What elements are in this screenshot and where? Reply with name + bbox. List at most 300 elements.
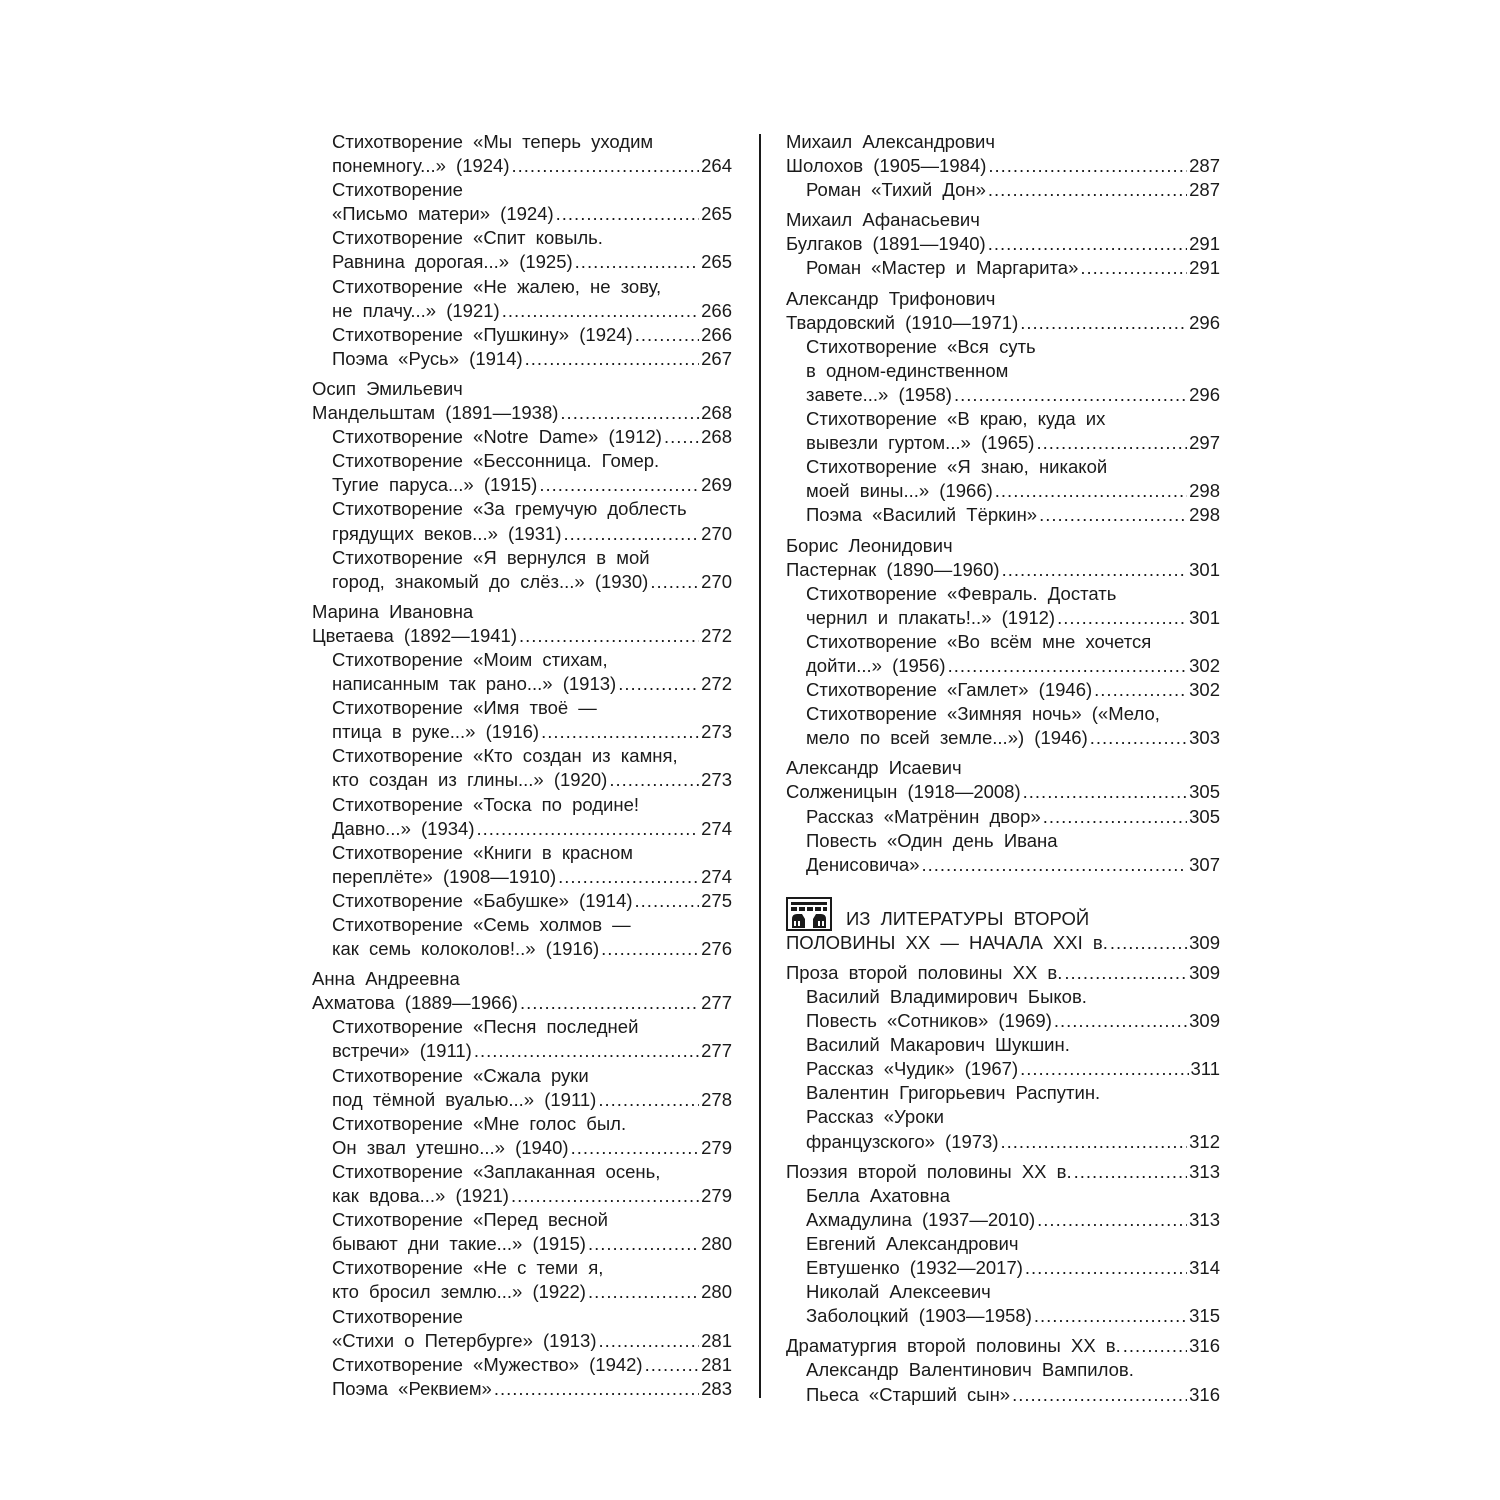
toc-group (786, 961, 1220, 1154)
toc-entry-line-text: птица в руке...» (1916) (332, 721, 540, 743)
section-heading (786, 883, 1220, 931)
toc-entry-line (312, 865, 732, 889)
dot-leader (1002, 558, 1188, 582)
author-heading-line (786, 311, 1220, 335)
toc-entry-line-text: Давно...» (1934) (332, 817, 475, 839)
dot-leader (502, 299, 699, 323)
dot-leader (1064, 961, 1187, 985)
toc-entry-line (312, 720, 732, 744)
toc-entry-line-text: кто создан из глины...» (1920) (332, 769, 608, 791)
toc-entry-line-text: Тугие паруса...» (1915) (332, 474, 538, 496)
dot-leader (1036, 431, 1187, 455)
dot-leader (618, 672, 699, 696)
toc-entry-line (786, 1208, 1220, 1232)
author-heading-line-text: Солженицын (1918—2008) (786, 781, 1021, 803)
toc-entry-line-text: как семь колоколов!..» (1916) (332, 938, 600, 960)
author-heading-line-text: Твардовский (1910—1971) (786, 311, 1019, 333)
page-number: 273 (701, 721, 732, 743)
toc-entry-line (786, 407, 1220, 431)
page-number: 301 (1189, 606, 1220, 628)
page-number: 302 (1189, 679, 1220, 701)
dot-leader (645, 1353, 700, 1377)
author-heading-line (786, 287, 1220, 311)
page-number: 270 (701, 570, 732, 592)
toc-entry-line-text: Стихотворение «Заплаканная осень, (332, 1160, 661, 1182)
dot-leader (575, 250, 699, 274)
toc-entry-line-text: Заболоцкий (1903—1958) (806, 1305, 1032, 1327)
author-heading-line (786, 154, 1220, 178)
dot-leader (556, 202, 699, 226)
dot-leader (954, 383, 1187, 407)
toc-entry-line (312, 154, 732, 178)
dot-leader (1094, 678, 1187, 702)
toc-left-column (312, 130, 732, 1407)
toc-entry-line (312, 1064, 732, 1088)
dot-leader (609, 768, 699, 792)
toc-entry-line-text: Стихотворение «Перед весной (332, 1209, 609, 1231)
page-number: 302 (1189, 654, 1220, 676)
dot-leader (541, 720, 699, 744)
page-number: 305 (1189, 781, 1220, 803)
toc-entry-line (786, 1304, 1220, 1328)
author-heading-line-text: Михаил Александрович (786, 131, 995, 152)
author-heading-line-text: Александр Трифонович (786, 287, 996, 309)
dot-leader (1057, 606, 1187, 630)
dot-leader (520, 991, 699, 1015)
toc-entry-line-text: Стихотворение «Кто создан из камня, (332, 745, 678, 767)
page-number: 313 (1189, 1160, 1220, 1182)
page-number: 287 (1189, 179, 1220, 201)
page-number: 309 (1189, 931, 1220, 953)
toc-entry-line (786, 1358, 1220, 1382)
page-number: 266 (701, 299, 732, 321)
dot-leader (988, 232, 1187, 256)
toc-entry-line-text: написанным так рано...» (1913) (332, 673, 617, 695)
section-title-line: ИЗ ЛИТЕРАТУРЫ ВТОРОЙ (846, 907, 1090, 929)
dot-leader (1043, 805, 1187, 829)
toc-entry-line (312, 473, 732, 497)
toc-entry-line (312, 130, 732, 154)
toc-entry-line (312, 1256, 732, 1280)
toc-entry-line-text: Стихотворение «Песня последней (332, 1016, 639, 1038)
dot-leader (511, 1184, 699, 1208)
page-number: 311 (1190, 1058, 1220, 1080)
toc-entry-line (312, 275, 732, 299)
toc-entry-line (312, 1088, 732, 1112)
toc-entry-line-text: Стихотворение «Книги в красном (332, 841, 633, 863)
toc-entry-line (312, 1112, 732, 1136)
page-number: 270 (701, 522, 732, 544)
dot-leader (988, 178, 1187, 202)
toc-entry-line-text: Стихотворение «Моим стихам, (332, 648, 608, 670)
toc-entry-line (786, 1280, 1220, 1304)
dot-leader (1023, 780, 1187, 804)
toc-entry-line (312, 570, 732, 594)
dot-leader (474, 1039, 699, 1063)
toc-entry-line-text: Стихотворение «Я вернулся в мой (332, 546, 650, 568)
author-heading-line-text: Ахматова (1889—1966) (312, 992, 518, 1014)
page-number: 283 (701, 1377, 732, 1399)
author-heading-line (786, 558, 1220, 582)
dot-leader (988, 154, 1187, 178)
toc-entry-line-text: в одном-единственном (806, 359, 1009, 381)
toc-entry-line-text: Стихотворение «Тоска по родине! (332, 793, 640, 815)
dot-leader (995, 479, 1187, 503)
page-number: 298 (1189, 480, 1220, 502)
toc-entry-line-text: чернил и плакать!..» (1912) (806, 606, 1056, 628)
toc-entry-line-text: Стихотворение «Я знаю, никакой (806, 456, 1108, 478)
author-heading-line-text: Анна Андреевна (312, 968, 460, 990)
toc-entry-line-text: под тёмной вуалью...» (1911) (332, 1088, 597, 1110)
page-number: 272 (701, 673, 732, 695)
author-heading-line-text: Михаил Афанасьевич (786, 209, 980, 231)
author-heading-line (312, 991, 732, 1015)
dot-leader (1090, 726, 1187, 750)
toc-entry-line-text: дойти...» (1956) (806, 654, 946, 676)
author-heading-line-text: Проза второй половины XX в. (786, 961, 1063, 983)
toc-entry-line-text: Стихотворение «За гремучую доблесть (332, 498, 687, 520)
page-number: 281 (701, 1329, 732, 1351)
dot-leader (1080, 256, 1187, 280)
toc-entry-line-text: Стихотворение (332, 179, 463, 201)
author-heading-line-text: Марина Ивановна (312, 600, 474, 622)
toc-group (786, 1334, 1220, 1406)
toc-entry-line-text: Рассказ «Уроки (806, 1106, 944, 1128)
author-heading-line (786, 130, 1220, 154)
toc-entry-line (312, 793, 732, 817)
typewriter-icon (786, 897, 832, 931)
toc-entry-line-text: Поэма «Василий Тёркин» (806, 504, 1038, 526)
toc-entry-line (312, 913, 732, 937)
author-heading-line (786, 756, 1220, 780)
toc-entry-line-text: Стихотворение «Гамлет» (1946) (806, 679, 1093, 701)
toc-entry-line (312, 744, 732, 768)
toc-entry-line (786, 654, 1220, 678)
author-heading-line-text: Цветаева (1892—1941) (312, 624, 518, 646)
page-number: 301 (1189, 558, 1220, 580)
toc-entry-line-text: Повесть «Сотников» (1969) (806, 1010, 1052, 1032)
author-heading-line-text: Поэзия второй половины XX в. (786, 1160, 1072, 1182)
toc-entry-line (312, 226, 732, 250)
page-number: 267 (701, 347, 732, 369)
toc-entry-line (312, 250, 732, 274)
page-number: 264 (701, 155, 732, 177)
toc-entry-line (312, 817, 732, 841)
toc-entry-line-text: Стихотворение «Мы теперь уходим (332, 131, 654, 152)
toc-entry-line (312, 1015, 732, 1039)
toc-entry-line-text: Николай Алексеевич (806, 1281, 991, 1303)
toc-entry-line (786, 256, 1220, 280)
toc-entry-line-text: Василий Владимирович Быков. (806, 986, 1087, 1007)
dot-leader (1039, 503, 1187, 527)
author-heading-line (312, 377, 732, 401)
toc-entry-line-text: Стихотворение «Февраль. Достать (806, 582, 1117, 604)
dot-leader (650, 570, 699, 594)
page-number: 307 (1189, 853, 1220, 875)
toc-entry-line (786, 383, 1220, 407)
toc-entry-line-text: встречи» (1911) (332, 1040, 472, 1062)
toc-entry-line (312, 347, 732, 371)
dot-leader (664, 425, 699, 449)
page-number: 296 (1189, 311, 1220, 333)
toc-entry-line (786, 1383, 1220, 1407)
toc-entry-line-text: не плачу...» (1921) (332, 299, 500, 321)
page-number: 309 (1189, 1010, 1220, 1032)
toc-group (312, 377, 732, 594)
author-heading-line (786, 1334, 1220, 1358)
toc-entry-line-text: Стихотворение (332, 1305, 463, 1327)
toc-entry-line (312, 1353, 732, 1377)
toc-entry-line (786, 503, 1220, 527)
dot-leader (1025, 1256, 1187, 1280)
dot-leader (1020, 311, 1187, 335)
page-number: 316 (1189, 1383, 1220, 1405)
dot-leader (635, 323, 699, 347)
page-number: 265 (701, 251, 732, 273)
toc-entry-line-text: Роман «Мастер и Маргарита» (806, 257, 1079, 279)
toc-entry-line (312, 299, 732, 323)
toc-entry-line (786, 1232, 1220, 1256)
toc-entry-line (786, 1105, 1220, 1129)
toc-entry-line (786, 985, 1220, 1009)
toc-entry-line-text: Рассказ «Чудик» (1967) (806, 1058, 1019, 1080)
toc-authors-block (786, 130, 1220, 877)
toc-entry-line (786, 1009, 1220, 1033)
toc-entry-line (786, 829, 1220, 853)
page-number: 279 (701, 1185, 732, 1207)
dot-leader (1123, 1334, 1187, 1358)
page-number: 297 (1189, 432, 1220, 454)
toc-entry-line-text: как вдова...» (1921) (332, 1185, 509, 1207)
toc-entry-line-text: Стихотворение «Пушкину» (1924) (332, 323, 633, 345)
dot-leader (635, 889, 700, 913)
toc-entry-line-text: Стихотворение «В краю, куда их (806, 408, 1106, 430)
toc-entry-line (312, 449, 732, 473)
page-number: 280 (701, 1233, 732, 1255)
page-number: 279 (701, 1136, 732, 1158)
toc-entry-line (312, 497, 732, 521)
toc-entry-line-text: Стихотворение «Мне голос был. (332, 1112, 627, 1134)
author-heading-line (312, 600, 732, 624)
toc-group (786, 130, 1220, 202)
page-number: 296 (1189, 383, 1220, 405)
dot-leader (601, 937, 699, 961)
toc-entry-line-text: Стихотворение «Зимняя ночь» («Мело, (806, 703, 1160, 725)
page-number: 312 (1189, 1130, 1220, 1152)
toc-entry-line-text: Стихотворение «Бабушке» (1914) (332, 889, 633, 911)
toc-entry-line-text: Он звал утешно...» (1940) (332, 1136, 569, 1158)
toc-entry-line (312, 1039, 732, 1063)
dot-leader (588, 1232, 699, 1256)
toc-entry-line (786, 1130, 1220, 1154)
toc-entry-line-text: французского» (1973) (806, 1130, 999, 1152)
page-number: 277 (701, 992, 732, 1014)
page-number: 265 (701, 203, 732, 225)
dot-leader (588, 1280, 699, 1304)
page-number: 291 (1189, 257, 1220, 279)
toc-group (786, 287, 1220, 528)
dot-leader (1037, 1208, 1187, 1232)
toc-entry-line (312, 522, 732, 546)
toc-entry-line-text: мело по всей земле...») (1946) (806, 727, 1088, 749)
dot-leader (1012, 1383, 1187, 1407)
toc-entry-line-text: Ахмадулина (1937—2010) (806, 1208, 1036, 1230)
toc-entry-line (786, 726, 1220, 750)
toc-entry-line-text: Рассказ «Матрёнин двор» (806, 805, 1041, 827)
page-number: 309 (1189, 961, 1220, 983)
author-heading-line (312, 624, 732, 648)
toc-entry-line-text: Стихотворение «Во всём мне хочется (806, 630, 1152, 652)
toc-entry-line-text: вывезли гуртом...» (1965) (806, 432, 1035, 454)
toc-entry-line-text: Евтушенко (1932—2017) (806, 1257, 1023, 1279)
page-number: 274 (701, 817, 732, 839)
toc-right-column (786, 130, 1220, 1413)
toc-entry-line-text: Стихотворение «Имя твоё — (332, 697, 597, 719)
toc-entry-line-text: Стихотворение «Notre Dame» (1912) (332, 426, 662, 448)
toc-entry-line (312, 889, 732, 913)
toc-entry-line-text: переплёте» (1908—1910) (332, 865, 557, 887)
toc-entry-line (786, 431, 1220, 455)
toc-entry-line-text: понемногу...» (1924) (332, 155, 510, 177)
toc-entry-line (786, 1081, 1220, 1105)
page-number: 305 (1189, 805, 1220, 827)
toc-entry-line-text: Стихотворение «Сжала руки (332, 1064, 589, 1086)
toc-entry-line (312, 425, 732, 449)
page-number: 281 (701, 1353, 732, 1375)
dot-leader (1110, 931, 1187, 955)
toc-entry-line (786, 1184, 1220, 1208)
author-heading-line (786, 534, 1220, 558)
section-title-entry (786, 931, 1220, 955)
toc-entry-line (786, 805, 1220, 829)
toc-entry-line (786, 335, 1220, 359)
dot-leader (564, 522, 700, 546)
toc-entry-line (786, 1057, 1220, 1081)
page-number: 298 (1189, 504, 1220, 526)
toc-entry-line (786, 359, 1220, 383)
author-heading-line (312, 967, 732, 991)
dot-leader (1054, 1009, 1187, 1033)
toc-entry-line-text: Евгений Александрович (806, 1232, 1019, 1254)
toc-entry-line (786, 178, 1220, 202)
author-heading-line-text: Осип Эмильевич (312, 377, 463, 399)
toc-entry-line (312, 1136, 732, 1160)
toc-entry-line-text: Стихотворение «Не с теми я, (332, 1257, 604, 1279)
toc-entry-line (786, 1256, 1220, 1280)
author-heading-line (786, 780, 1220, 804)
toc-group (786, 1160, 1220, 1329)
page-number: 280 (701, 1281, 732, 1303)
toc-entry-line-text: бывают дни такие...» (1915) (332, 1233, 586, 1255)
toc-entry-line-text: Равнина дорогая...» (1925) (332, 251, 573, 273)
page-number: 315 (1189, 1305, 1220, 1327)
author-heading-line-text: Пастернак (1890—1960) (786, 558, 1000, 580)
toc-entry-line (786, 1033, 1220, 1057)
toc-group (786, 534, 1220, 751)
dot-leader (525, 347, 699, 371)
toc-entry-line-text: завете...» (1958) (806, 383, 952, 405)
toc-group (312, 130, 732, 371)
toc-entry-line-text: Валентин Григорьевич Распутин. (806, 1082, 1101, 1104)
page-number: 278 (701, 1088, 732, 1110)
toc-entry-line-text: Стихотворение «Мужество» (1942) (332, 1353, 643, 1375)
toc-entry-line-text: Стихотворение «Спит ковыль. (332, 227, 603, 249)
toc-entry-line-text: Стихотворение «Вся суть (806, 335, 1036, 357)
toc-entry-line (786, 702, 1220, 726)
page-number: 303 (1189, 727, 1220, 749)
page-number: 314 (1189, 1257, 1220, 1279)
toc-entry-line-text: город, знакомый до слёз...» (1930) (332, 570, 649, 592)
dot-leader (560, 401, 699, 425)
toc-entry-line-text: Белла Ахатовна (806, 1184, 950, 1206)
dot-leader (512, 154, 700, 178)
toc-entry-line (786, 582, 1220, 606)
toc-group (312, 600, 732, 961)
toc-entry-line (312, 937, 732, 961)
toc-entry-line (312, 768, 732, 792)
toc-entry-line (312, 1280, 732, 1304)
toc-entry-line (312, 178, 732, 202)
toc-entry-line (312, 1232, 732, 1256)
page-number: 269 (701, 474, 732, 496)
toc-entry-line (312, 1329, 732, 1353)
dot-leader (1020, 1057, 1188, 1081)
toc-entry-line (312, 1377, 732, 1401)
dot-leader (922, 853, 1188, 877)
toc-entry-line-text: «Письмо матери» (1924) (332, 203, 554, 225)
page-number: 275 (701, 889, 732, 911)
toc-entry-line (312, 1305, 732, 1329)
author-heading-line (786, 208, 1220, 232)
page-number: 277 (701, 1040, 732, 1062)
toc-entry-line (312, 648, 732, 672)
toc-entry-line-text: Поэма «Реквием» (332, 1377, 492, 1399)
toc-entry-line (312, 1208, 732, 1232)
toc-group (312, 967, 732, 1401)
dot-leader (558, 865, 699, 889)
page-number: 272 (701, 624, 732, 646)
section-title-line: ПОЛОВИНЫ XX — НАЧАЛА XXI в. (786, 931, 1108, 953)
author-heading-line-text: Булгаков (1891—1940) (786, 233, 986, 255)
toc-entry-line-text: кто бросил землю...» (1922) (332, 1281, 586, 1303)
toc-entry-line-text: Стихотворение «Семь холмов — (332, 914, 631, 935)
author-heading-line (786, 1160, 1220, 1184)
toc-entry-line (312, 1160, 732, 1184)
toc-entry-line-text: Стихотворение «Бессонница. Гомер. (332, 450, 660, 472)
toc-entry-line (786, 606, 1220, 630)
author-heading-line-text: Драматургия второй половины XX в. (786, 1335, 1121, 1357)
toc-entry-line-text: «Стихи о Петербурге» (1913) (332, 1329, 597, 1351)
page-number: 274 (701, 865, 732, 887)
toc-entry-line (312, 841, 732, 865)
toc-entry-line (312, 696, 732, 720)
author-heading-line-text: Александр Исаевич (786, 757, 962, 779)
column-divider (759, 134, 761, 1398)
page-number: 266 (701, 323, 732, 345)
author-heading-line-text: Шолохов (1905—1984) (786, 155, 987, 177)
toc-entry-line (786, 479, 1220, 503)
toc-entry-line-text: Повесть «Один день Ивана (806, 829, 1058, 851)
toc-entry-line-text: Александр Валентинович Вампилов. (806, 1359, 1134, 1381)
toc-entry-line (312, 546, 732, 570)
toc-entry-line (786, 630, 1220, 654)
dot-leader (598, 1329, 699, 1353)
dot-leader (598, 1088, 699, 1112)
page-number: 291 (1189, 233, 1220, 255)
dot-leader (539, 473, 699, 497)
page-number: 268 (701, 402, 732, 424)
toc-group (786, 208, 1220, 280)
